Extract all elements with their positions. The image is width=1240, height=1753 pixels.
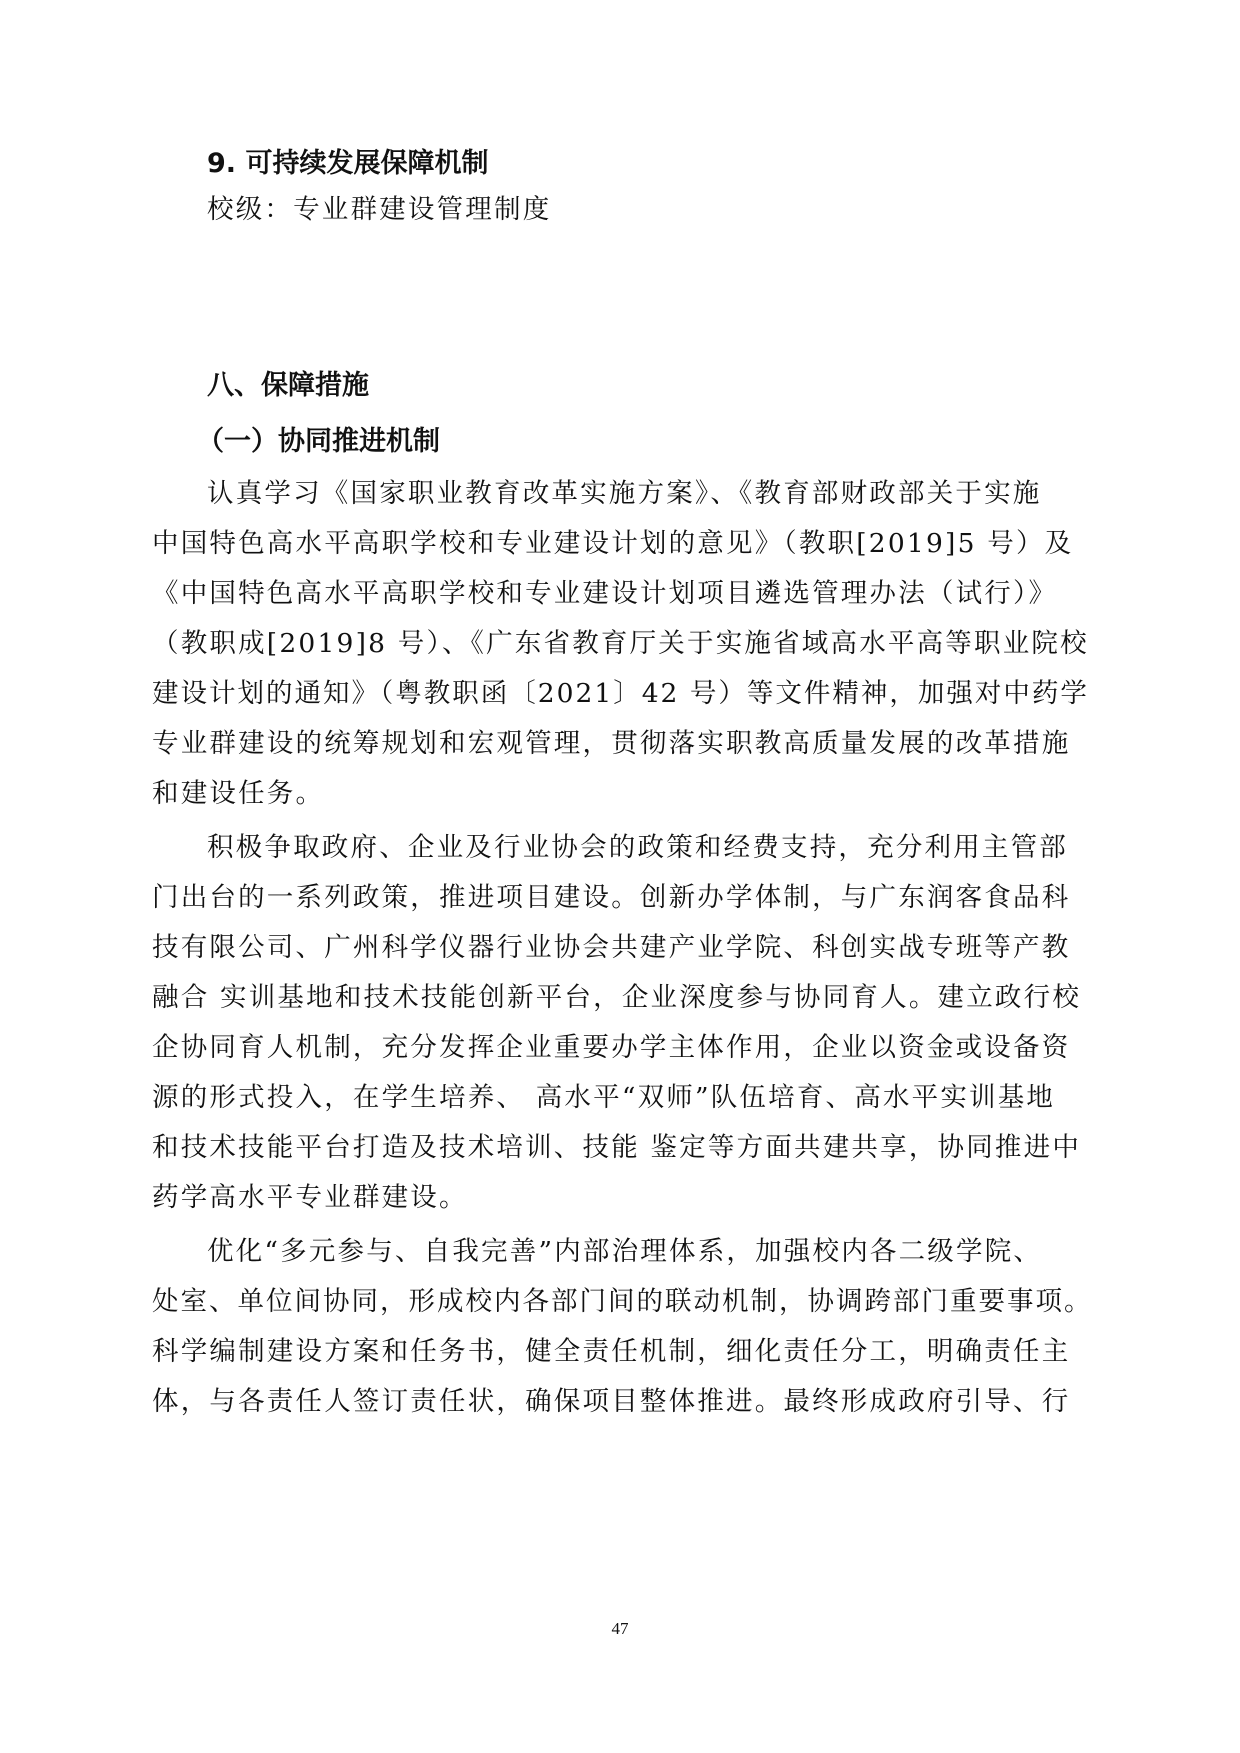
paragraph-line: 技有限公司、广州科学仪器行业协会共建产业学院、科创实战专班等产教 bbox=[152, 932, 1071, 963]
paragraph-line: 认真学习《国家职业教育改革实施方案》、《教育部财政部关于实施 bbox=[207, 478, 1042, 509]
paragraph-line: 药学高水平专业群建设。 bbox=[152, 1182, 468, 1213]
section-9-heading: 9. 可持续发展保障机制 bbox=[207, 148, 489, 179]
paragraph-line: 源的形式投入，在学生培养、 高水平“双师”队伍培育、高水平实训基地 bbox=[152, 1082, 1056, 1113]
paragraph-line: 企协同育人机制，充分发挥企业重要办学主体作用，企业以资金或设备资 bbox=[152, 1032, 1071, 1063]
paragraph-line: 体，与各责任人签订责任状，确保项目整体推进。最终形成政府引导、行 bbox=[152, 1386, 1071, 1417]
paragraph-line: 建设计划的通知》（粤教职函〔2021〕42 号）等文件精神，加强对中药学 bbox=[152, 678, 1089, 709]
paragraph-line: 积极争取政府、企业及行业协会的政策和经费支持，充分利用主管部 bbox=[207, 832, 1068, 863]
paragraph-line: 门出台的一系列政策，推进项目建设。创新办学体制，与广东润客食品科 bbox=[152, 882, 1071, 913]
section-8-heading: 八、保障措施 bbox=[207, 370, 369, 401]
paragraph-line: 优化“多元参与、自我完善”内部治理体系，加强校内各二级学院、 bbox=[207, 1236, 1043, 1267]
paragraph-line: 处室、单位间协同，形成校内各部门间的联动机制，协调跨部门重要事项。 bbox=[152, 1286, 1093, 1317]
paragraph-line: 中国特色高水平高职学校和专业建设计划的意见》（教职[2019]5 号）及 bbox=[152, 528, 1074, 559]
section-9-line: 校级：专业群建设管理制度 bbox=[207, 194, 552, 225]
paragraph-line: 融合 实训基地和技术技能创新平台，企业深度参与协同育人。建立政行校 bbox=[152, 982, 1082, 1013]
section-8-sub-heading: （一）协同推进机制 bbox=[197, 426, 440, 457]
paragraph-line: 科学编制建设方案和任务书，健全责任机制，细化责任分工，明确责任主 bbox=[152, 1336, 1071, 1367]
paragraph-line: （教职成[2019]8 号）、《广东省教育厅关于实施省域高水平高等职业院校 bbox=[152, 628, 1089, 659]
paragraph-line: 《中国特色高水平高职学校和专业建设计划项目遴选管理办法（试行）》 bbox=[152, 578, 1058, 609]
paragraph-line: 和建设任务。 bbox=[152, 778, 325, 809]
paragraph-line: 专业群建设的统筹规划和宏观管理，贯彻落实职教高质量发展的改革措施 bbox=[152, 728, 1071, 759]
page-number: 47 bbox=[611, 1619, 629, 1638]
paragraph-line: 和技术技能平台打造及技术培训、技能 鉴定等方面共建共享，协同推进中 bbox=[152, 1132, 1082, 1163]
